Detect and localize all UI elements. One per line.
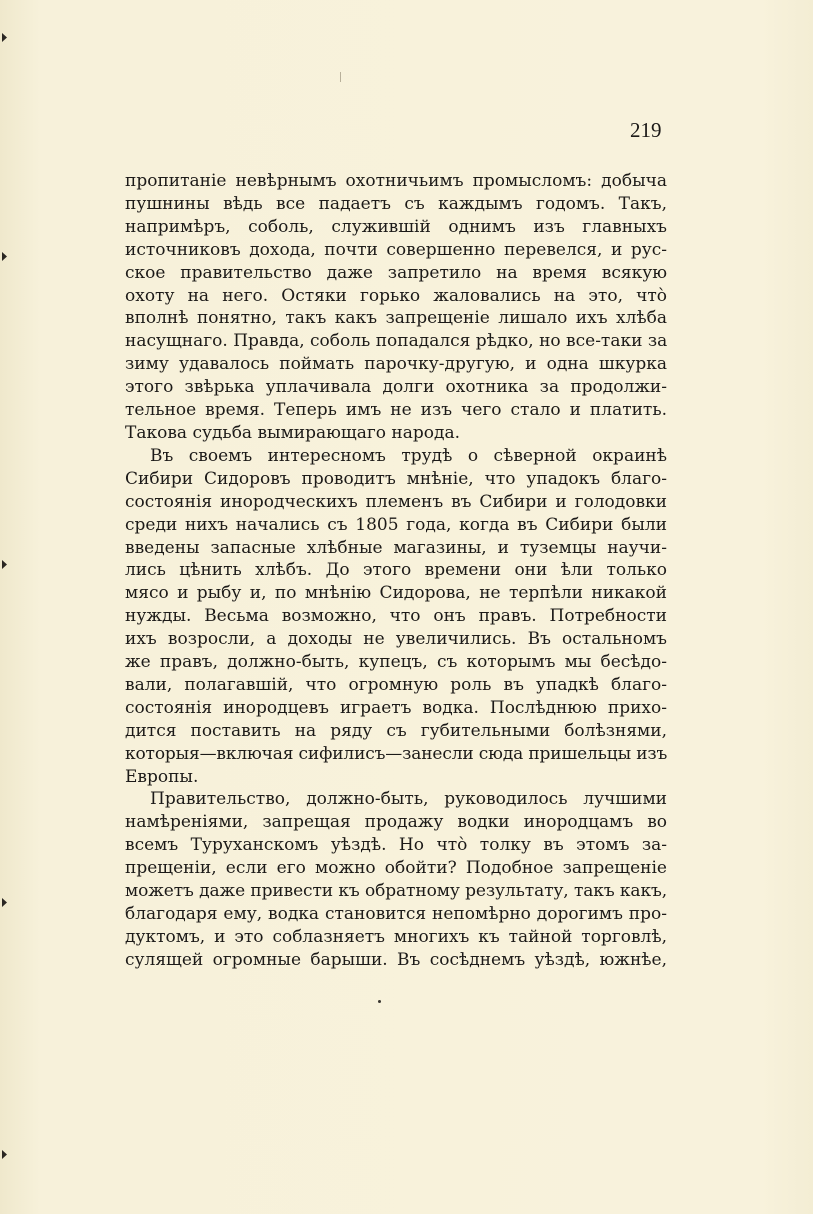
- text-line: же правъ, должно-быть, купецъ, съ которымъ мы бесѣдо-: [125, 652, 667, 673]
- text-line: ихъ возросли, а доходы не увеличились. Въ остальномъ: [125, 629, 667, 650]
- text-line: сулящей огромные барыши. Въ сосѣднемъ уѣздѣ, южнѣе,: [125, 949, 667, 970]
- text-line: мясо и рыбу и, по мнѣнію Сидорова, не терпѣли никакой: [125, 583, 667, 604]
- binding-mark: [2, 252, 7, 261]
- text-line: насущнаго. Правда, соболь попадался рѣдко, но все-таки за: [125, 331, 668, 352]
- text-line: можетъ даже привести къ обратному результату, такъ какъ,: [125, 881, 667, 902]
- binding-mark: [2, 560, 7, 569]
- paper-speck: [340, 72, 341, 82]
- text-line: которыя—включая сифилисъ—занесли сюда пришельцы изъ: [125, 743, 668, 764]
- text-line: введены запасные хлѣбные магазины, и туземцы научи-: [125, 537, 667, 558]
- text-line: состоянія инородческихъ племенъ въ Сибири и голодовки: [125, 491, 667, 512]
- text-line: прещеніи, если его можно обойти? Подобное запрещеніе: [125, 858, 667, 879]
- binding-mark: [2, 33, 7, 42]
- text-line: вполнѣ понятно, такъ какъ запрещеніе лишало ихъ хлѣба: [125, 308, 667, 329]
- text-line: этого звѣрька уплачивала долги охотника за продолжи-: [125, 377, 667, 398]
- text-line: Въ своемъ интересномъ трудѣ о сѣверной окраинѣ: [150, 445, 667, 466]
- text-line: Правительство, должно-быть, руководилось лучшими: [150, 789, 667, 810]
- text-line: ское правительство даже запретило на время всякую: [125, 262, 667, 283]
- binding-mark: [2, 898, 7, 907]
- text-line: пропитаніе невѣрнымъ охотничьимъ промысломъ: добыча: [125, 171, 667, 191]
- text-line: тельное время. Теперь имъ не изъ чего стало и платить.: [125, 400, 667, 421]
- text-line: охоту на него. Остяки горько жаловались на это, что̀: [125, 285, 667, 306]
- text-line: зиму удавалось поймать парочку-другую, и одна шкурка: [125, 354, 667, 375]
- text-line: напримѣръ, соболь, служившій однимъ изъ главныхъ: [125, 216, 667, 237]
- text-line: лись цѣнить хлѣбъ. До этого времени они ѣли только: [125, 560, 667, 581]
- paragraph-2: [125, 445, 667, 789]
- text-line: благодаря ему, водка становится непомѣрно дорогимъ про-: [125, 904, 667, 924]
- paragraph-3: [125, 788, 667, 971]
- paragraph-1: [125, 170, 667, 445]
- text-line: Европы.: [125, 766, 199, 787]
- text-line: Сибири Сидоровъ проводитъ мнѣніе, что упадокъ благо-: [125, 468, 667, 489]
- body-text: [125, 170, 667, 972]
- text-line: среди нихъ начались съ 1805 года, когда въ Сибири были: [125, 514, 667, 535]
- text-line: вали, полагавшій, что огромную роль въ упадкѣ благо-: [125, 674, 667, 695]
- text-line: пушнины вѣдь все падаетъ съ каждымъ годомъ. Такъ,: [125, 193, 667, 214]
- text-line: всемъ Туруханскомъ уѣздѣ. Но что̀ толку въ этомъ за-: [125, 835, 667, 856]
- text-line: намѣреніями, запрещая продажу водки инородцамъ во: [125, 812, 667, 833]
- page-number: 219: [630, 118, 662, 142]
- printer-dot: [378, 1000, 381, 1003]
- text-line: дится поставить на ряду съ губительными болѣзнями,: [125, 720, 667, 741]
- binding-mark: [2, 1150, 7, 1159]
- text-line: состоянія инородцевъ играетъ водка. Послѣднюю прихо-: [125, 697, 667, 718]
- text-line: источниковъ дохода, почти совершенно перевелся, и рус-: [125, 239, 667, 260]
- text-line: дуктомъ, и это соблазняетъ многихъ къ тайной торговлѣ,: [125, 926, 667, 947]
- text-line: Такова судьба вымирающаго народа.: [125, 422, 461, 443]
- text-line: нужды. Весьма возможно, что онъ правъ. Потребности: [125, 606, 667, 627]
